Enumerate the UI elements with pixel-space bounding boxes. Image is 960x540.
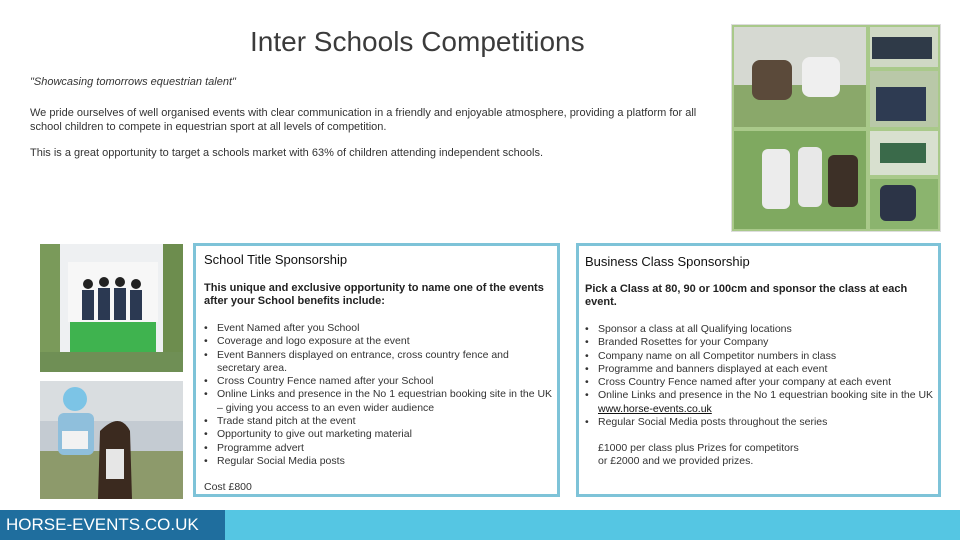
business-price-line-1: £1000 per class plus Prizes for competitors <box>598 442 799 454</box>
list-item: • Coverage and logo exposure at the event <box>204 335 554 348</box>
podium-winners-image <box>40 244 183 372</box>
list-item: • Company name on all Competitor numbers in class <box>585 350 935 363</box>
online-links-text: Online Links and presence in the No 1 equestrian booking site in the UK <box>598 389 934 402</box>
list-item: • Online Links and presence in the No 1 equestrian booking site in the UK – giving you access to an even wider audience <box>204 388 554 415</box>
horse-events-link[interactable]: www.horse-events.co.uk <box>598 402 712 415</box>
list-item: • Event Named after you School <box>204 322 554 335</box>
list-item: • Regular Social Media posts throughout the series <box>585 416 935 429</box>
business-sponsorship-heading: Business Class Sponsorship <box>585 254 750 269</box>
school-sponsorship-heading: School Title Sponsorship <box>204 252 348 267</box>
list-item: • Sponsor a class at all Qualifying locations <box>585 323 935 336</box>
list-item: • Programme advert <box>204 442 554 455</box>
list-item <box>585 389 935 416</box>
business-class-sponsorship-panel <box>576 243 941 497</box>
intro-text-2: This is a great opportunity to target a schools market with 63% of children attending independent schools. <box>30 147 544 159</box>
tagline: "Showcasing tomorrows equestrian talent" <box>30 76 236 88</box>
list-item: • Regular Social Media posts <box>204 455 554 468</box>
list-item: • Branded Rosettes for your Company <box>585 336 935 349</box>
list-item: • Cross Country Fence named after your company at each event <box>585 376 935 389</box>
school-benefits-list <box>204 322 554 468</box>
school-title-sponsorship-panel <box>193 243 560 497</box>
business-sponsorship-lead: Pick a Class at 80, 90 or 100cm and sponsor the class at each event. <box>585 283 908 308</box>
intro-text: We pride ourselves of well organised events with clear communication in a friendly and enjoyable atmosphere, providing a platform for all school children to compete in equestrian sport at all levels of competition. <box>30 107 697 133</box>
young-rider-image <box>40 381 183 499</box>
school-sponsorship-cost: Cost £800 <box>204 481 252 493</box>
list-item: • Cross Country Fence named after your School <box>204 375 554 388</box>
list-item: • Opportunity to give out marketing material <box>204 428 554 441</box>
business-price-line-2: or £2000 and we provided prizes. <box>598 455 754 467</box>
school-sponsorship-lead: This unique and exclusive opportunity to name one of the events after your School benefits include: <box>204 282 544 307</box>
list-item: • Trade stand pitch at the event <box>204 415 554 428</box>
list-item: • Programme and banners displayed at each event <box>585 363 935 376</box>
page-title: Inter Schools Competitions <box>250 26 585 57</box>
footer-bar <box>0 510 960 540</box>
footer-website-label: HORSE-EVENTS.CO.UK <box>0 510 225 540</box>
business-benefits-list <box>585 323 935 429</box>
list-item: • Event Banners displayed on entrance, cross country fence and secretary area. <box>204 349 554 376</box>
riders-collage-image <box>731 24 941 232</box>
